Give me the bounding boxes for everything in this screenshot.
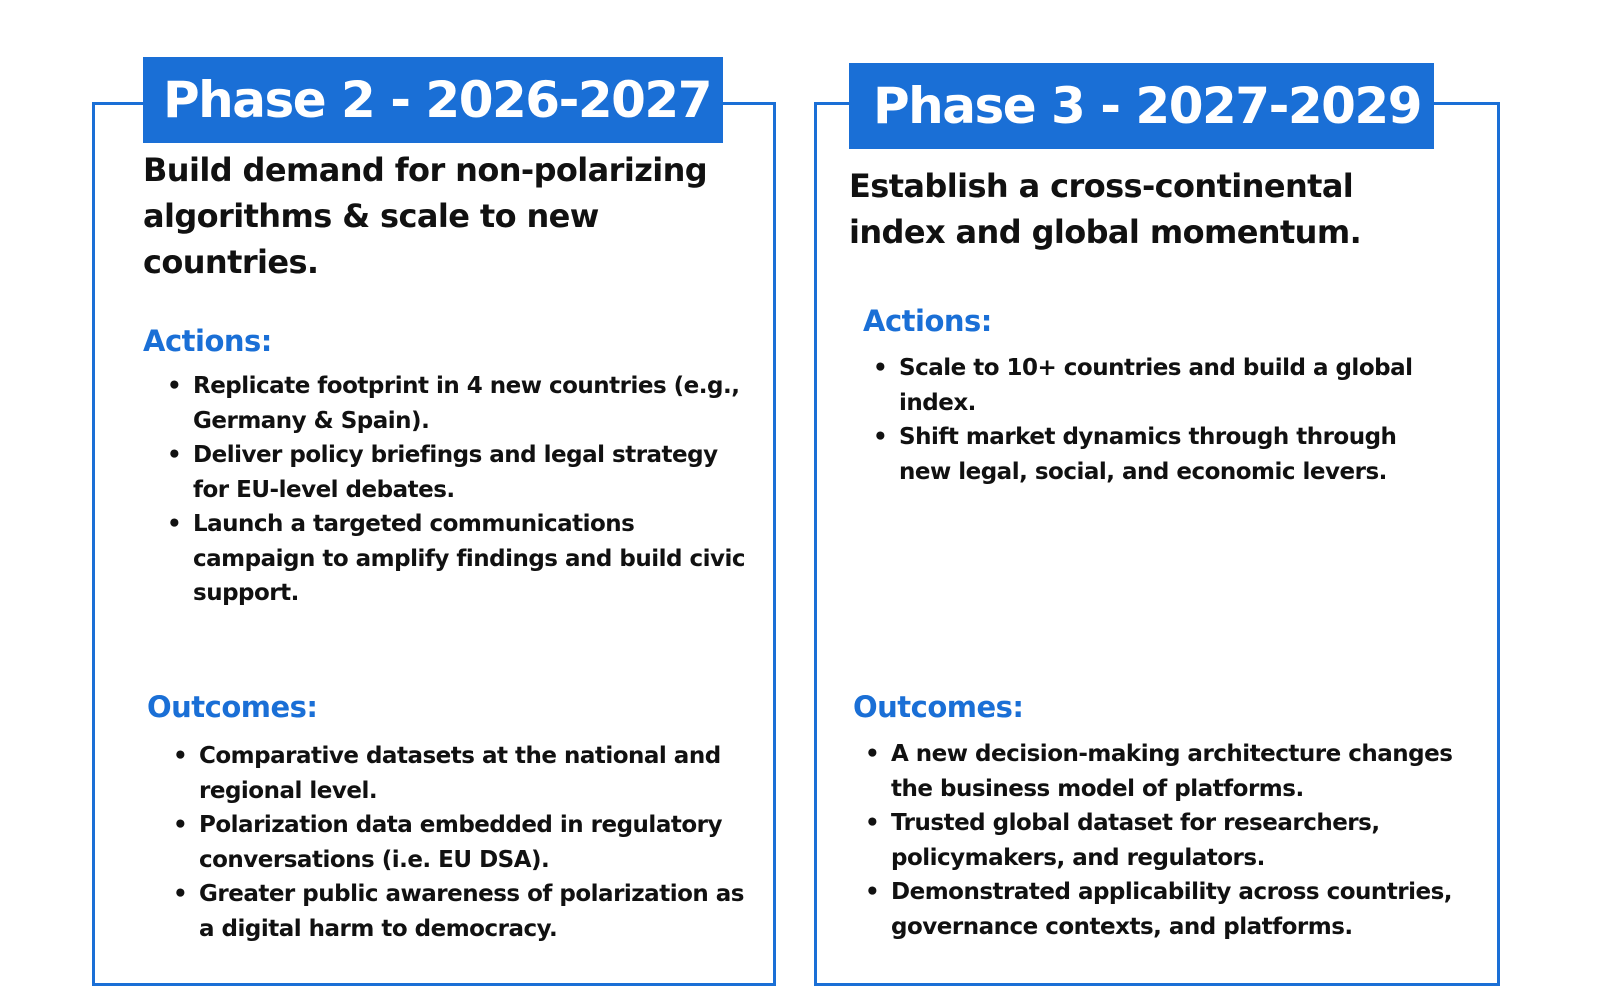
list-item-text: Greater public awareness of polarization as a digital harm to democracy. xyxy=(199,881,744,942)
phase-2-card xyxy=(92,71,776,986)
list-item xyxy=(173,877,763,946)
list-item xyxy=(167,438,747,507)
list-item xyxy=(167,507,747,611)
bullet-icon: • xyxy=(167,442,182,468)
list-item-text: Scale to 10+ countries and build a global index. xyxy=(899,355,1413,416)
phase-3-card xyxy=(814,77,1500,986)
bullet-icon: • xyxy=(865,810,880,836)
bullet-icon: • xyxy=(865,879,880,905)
list-item xyxy=(173,739,763,808)
phase-2-outcomes-list xyxy=(173,739,763,946)
phase-2-outcomes-heading: Outcomes: xyxy=(147,690,318,724)
phase-3-title: Phase 3 - 2027-2029 xyxy=(849,63,1434,149)
list-item xyxy=(865,737,1495,806)
bullet-icon: • xyxy=(865,741,880,767)
phase-3-outcomes-heading: Outcomes: xyxy=(853,690,1024,724)
list-item-text: A new decision-making architecture changes the business model of platforms. xyxy=(891,741,1453,802)
phase-2-actions-heading: Actions: xyxy=(143,324,272,358)
phase-3-actions-heading: Actions: xyxy=(863,304,992,338)
list-item xyxy=(865,875,1495,944)
phase-3-actions-list xyxy=(873,351,1433,489)
bullet-icon: • xyxy=(173,881,188,907)
list-item-text: Demonstrated applicability across countries, governance contexts, and platforms. xyxy=(891,879,1453,940)
list-item-text: Launch a targeted communications campaign to amplify findings and build civic support. xyxy=(193,511,745,606)
phase-2-actions-list xyxy=(167,369,747,611)
phase-2-title: Phase 2 - 2026-2027 xyxy=(143,57,723,143)
bullet-icon: • xyxy=(873,355,888,381)
list-item xyxy=(873,420,1433,489)
list-item-text: Polarization data embedded in regulatory conversations (i.e. EU DSA). xyxy=(199,812,722,873)
list-item-text: Shift market dynamics through through new legal, social, and economic levers. xyxy=(899,424,1397,485)
bullet-icon: • xyxy=(173,743,188,769)
list-item-text: Replicate footprint in 4 new countries (e.g., Germany & Spain). xyxy=(193,373,740,434)
list-item xyxy=(167,369,747,438)
list-item-text: Trusted global dataset for researchers, policymakers, and regulators. xyxy=(891,810,1380,871)
bullet-icon: • xyxy=(173,812,188,838)
phase-2-goal: Build demand for non-polarizing algorithms & scale to new countries. xyxy=(143,151,708,281)
bullet-icon: • xyxy=(167,373,182,399)
phase-3-outcomes-list xyxy=(865,737,1495,944)
list-item-text: Deliver policy briefings and legal strategy for EU-level debates. xyxy=(193,442,718,503)
phase-3-goal: Establish a cross-continental index and global momentum. xyxy=(849,167,1362,251)
list-item xyxy=(865,806,1495,875)
bullet-icon: • xyxy=(873,424,888,450)
list-item-text: Comparative datasets at the national and regional level. xyxy=(199,743,721,804)
list-item xyxy=(873,351,1433,420)
bullet-icon: • xyxy=(167,511,182,537)
list-item xyxy=(173,808,763,877)
